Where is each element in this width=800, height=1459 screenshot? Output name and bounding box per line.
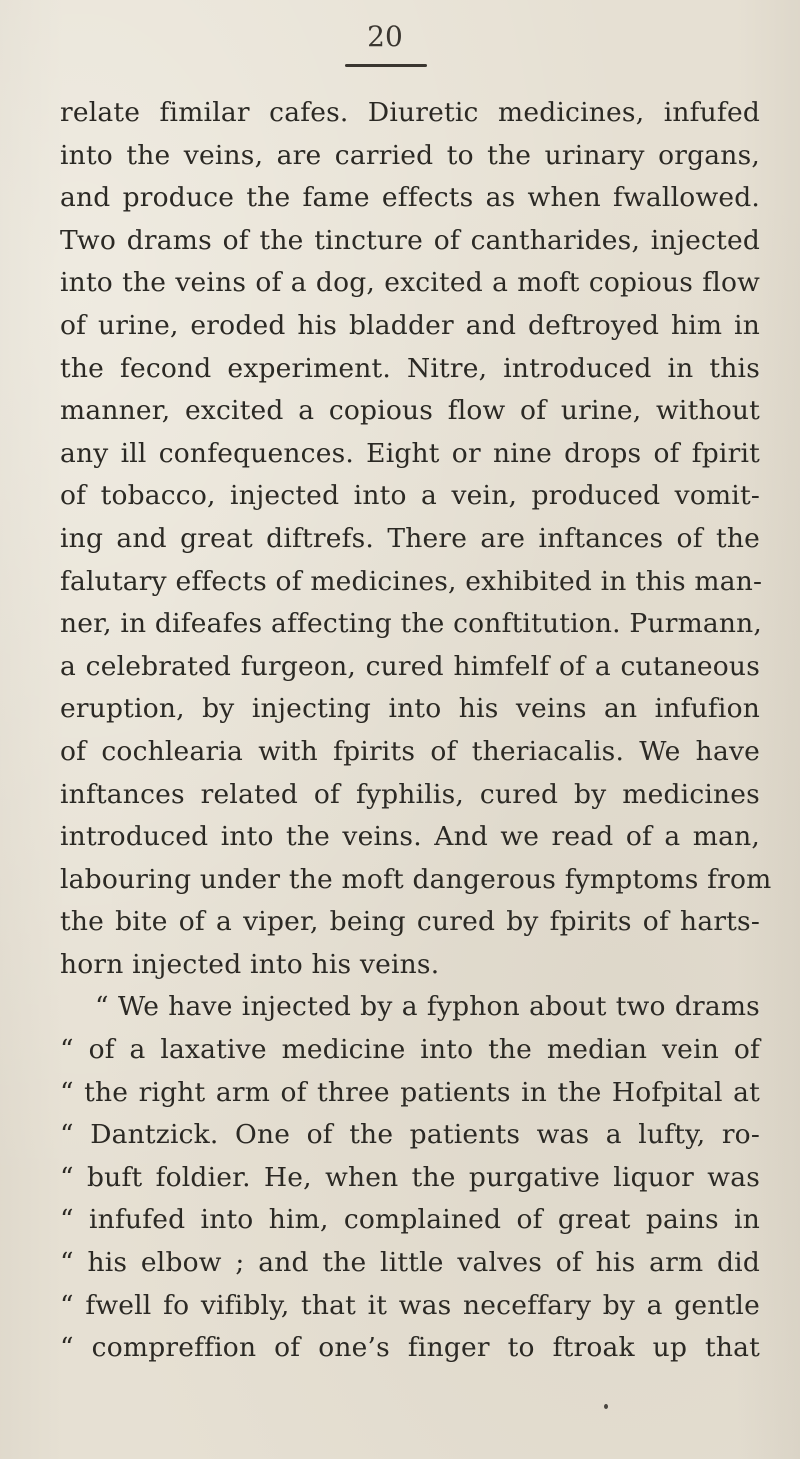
text-line: the fecond experiment. Nitre, introduced in this xyxy=(60,352,760,384)
quote-line: “ We have injected by a fyphon about two drams xyxy=(95,991,760,1023)
text-line: into the veins, are carried to the urinary organs, xyxy=(60,139,760,171)
quote-line: “ compreffion of one’s finger to ftroak up that xyxy=(60,1332,760,1364)
quote-line: “ Dantzick. One of the patients was a lufty, ro- xyxy=(60,1119,760,1151)
text-line: of cochlearia with fpirits of theriacalis. We have xyxy=(60,735,760,767)
header-rule xyxy=(345,64,427,67)
quote-line: “ his elbow ; and the little valves of his arm did xyxy=(60,1247,760,1279)
text-line: a celebrated furgeon, cured himfelf of a cutaneous xyxy=(60,650,760,682)
text-line: introduced into the veins. And we read of a man, xyxy=(60,821,760,853)
text-line: of tobacco, injected into a vein, produced vomit- xyxy=(60,480,760,512)
text-line: into the veins of a dog, excited a moft copious flow xyxy=(60,267,760,299)
text-line: of urine, eroded his bladder and deftroyed him in xyxy=(60,309,760,341)
text-line: inftances related of fyphilis, cured by medicines xyxy=(60,778,760,810)
quote-line: “ fwell fo vifibly, that it was neceffary by a gentle xyxy=(60,1289,760,1321)
quote-line: “ of a laxative medicine into the median vein of xyxy=(60,1034,760,1066)
quote-line: “ infufed into him, complained of great pains in xyxy=(60,1204,760,1236)
text-line: Two drams of the tincture of cantharides, injected xyxy=(60,224,760,256)
ink-speck xyxy=(604,1404,608,1409)
quote-line: “ buft foldier. He, when the purgative liquor was xyxy=(60,1161,760,1193)
body-text xyxy=(60,92,772,1370)
text-line: and produce the fame effects as when fwallowed. xyxy=(60,182,760,214)
text-line: falutary effects of medicines, exhibited in this man- xyxy=(60,565,763,597)
text-line: horn injected into his veins. xyxy=(60,948,440,980)
text-line: any ill confequences. Eight or nine drops of fpirit xyxy=(60,437,760,469)
text-line: ing and great diftrefs. There are inftances of the xyxy=(60,522,760,554)
text-line: relate fimilar cafes. Diuretic medicines, infufed xyxy=(60,97,760,128)
text-line: labouring under the moft dangerous fymptoms from xyxy=(60,863,772,895)
text-line: the bite of a viper, being cured by fpirits of harts- xyxy=(60,906,760,938)
text-line: ner, in difeafes affecting the conftitution. Purmann, xyxy=(60,608,763,640)
quote-line: “ the right arm of three patients in the Hofpital at xyxy=(60,1076,760,1108)
text-line: eruption, by injecting into his veins an infufion xyxy=(60,693,760,725)
text-line: manner, excited a copious flow of urine, without xyxy=(60,395,760,427)
page-number: 20 xyxy=(367,20,403,53)
